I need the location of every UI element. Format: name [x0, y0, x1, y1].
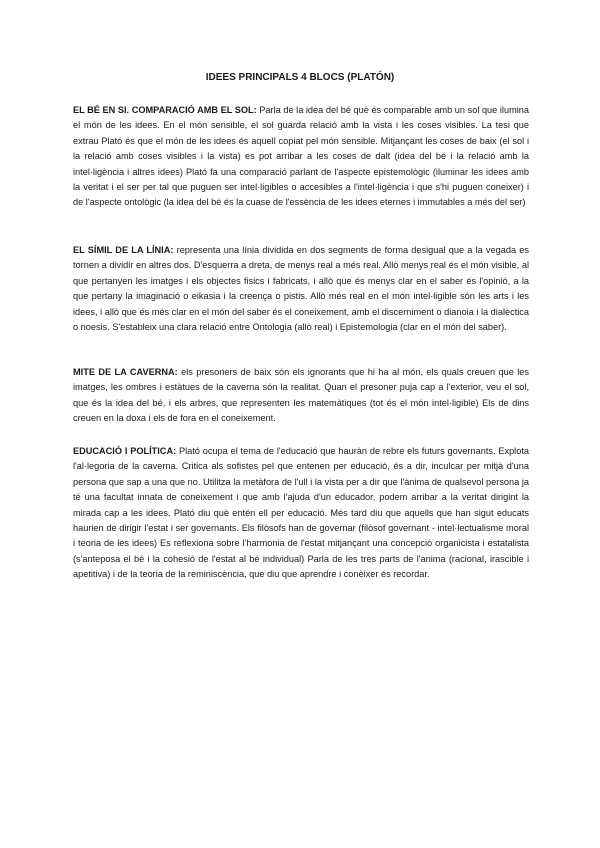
section-heading: MITE DE LA CAVERNA:: [73, 367, 178, 377]
section-body: els presoners de baix són els ignorants que hi ha al món, els quals creuen que les imatges, les ombres i estàtues de la caverna són la realitat. Quan el presoner puja cap a l'exterior, veu el sol, que és la idea del bé, i els arbres, que representen les matemàtiques (tot és el món intel·ligible) Els de dins creuen en la doxa i els de fora en el coneixement.: [73, 367, 529, 424]
section-body: Plató ocupa el tema de l'educació que hauràn de rebre els futurs governants. Explota l'al·legoria de la caverna. Critica als sofistes pel que entenen per educació, és a dir, inculcar per mitjà d'una persona que sap a una que no. Utilitza la metàfora de l'ull i la vista per a dir que l'ànima de qualsevol persona ja té una facultat innata de coneixement i que amb l'ajuda d'un educador, podem arribar a la veritat dirigint la mirada cap a les idees. Plató diu què entén ell per educació. Més tard diu que aquells que han sigut educats haurien de dirigir l'estat i ser governants. Els filòsofs han de governar (filòsof governant - intel·lectualisme moral i teoria de les idees) Es reflexiona sobre l'harmonia de l'estat mitjançant una concepció organicista i estatalista (s'anteposa el bé i la cohesió de l'estat al bé individual) Parla de les tres parts de l'anima (racional, irascible i apetitiva) i de la teoria de la reminiscència, que diu que aprendre i conèixer és recordar.: [73, 446, 529, 580]
section-line-simile: [73, 243, 529, 335]
section-heading: EDUCACIÓ I POLÍTICA:: [73, 446, 177, 456]
section-education-politics: [73, 444, 529, 583]
document-title: IDEES PRINCIPALS 4 BLOCS (PLATÓN): [205, 72, 395, 83]
section-heading: EL SÍMIL DE LA LÍNIA:: [73, 245, 174, 255]
section-cave-myth: [73, 365, 529, 427]
section-heading: EL BÉ EN SI. COMPARACIÓ AMB EL SOL:: [73, 105, 257, 115]
section-body: representa una línia dividida en dos segments de forma desigual que a la vegada es tornen a dividir en altres dos. D'esquerra a dreta, de menys real a més real. Allò menys real és el món visible, al que pertanyen les imatges i els objectes fisics i fabricats, i allò que és menys clar en el saber és l'opinió, a la que pertany la imaginació o eikasia i la creença o pistis. Allò més real en el món intel·ligible són les arts i les idees, i allò que és més clar en el món del saber és el coneixement, amb el discerniment o dianoia i la dialèctica o noesis. S'estableix una clara relació entre Ontologia (allò real) i Epistemologia (clar en el món del saber).: [73, 245, 529, 333]
section-body: Parla de la idea del bé què és comparable amb un sol que ilumina el món de les idees. En el món sensible, el sol guarda relació amb la vista i les coses visibles. La tesi que extrau Plató és que el món de les idees és aquell copiat pel món sensible. Mitjançant les coses de baix (el sol i la relació amb coses visibles i la vista) es pot arribar a les coses de dalt (idea del bé i la relació amb la intel·ligència i altres idees) Plató fa una comparació parlant de l'aspecte epistemològic (iluminar les idees amb la veritat i el ser per tal que puguen ser intel·ligibles o accesibles a l'intel·ligència i que s'hi puguen coneixer) i de l'aspecte ontològic (la idea del bé és la cuase de l'essència de les idees eternes i immutables a més del ser): [73, 105, 529, 208]
section-good-itself: [73, 103, 529, 211]
